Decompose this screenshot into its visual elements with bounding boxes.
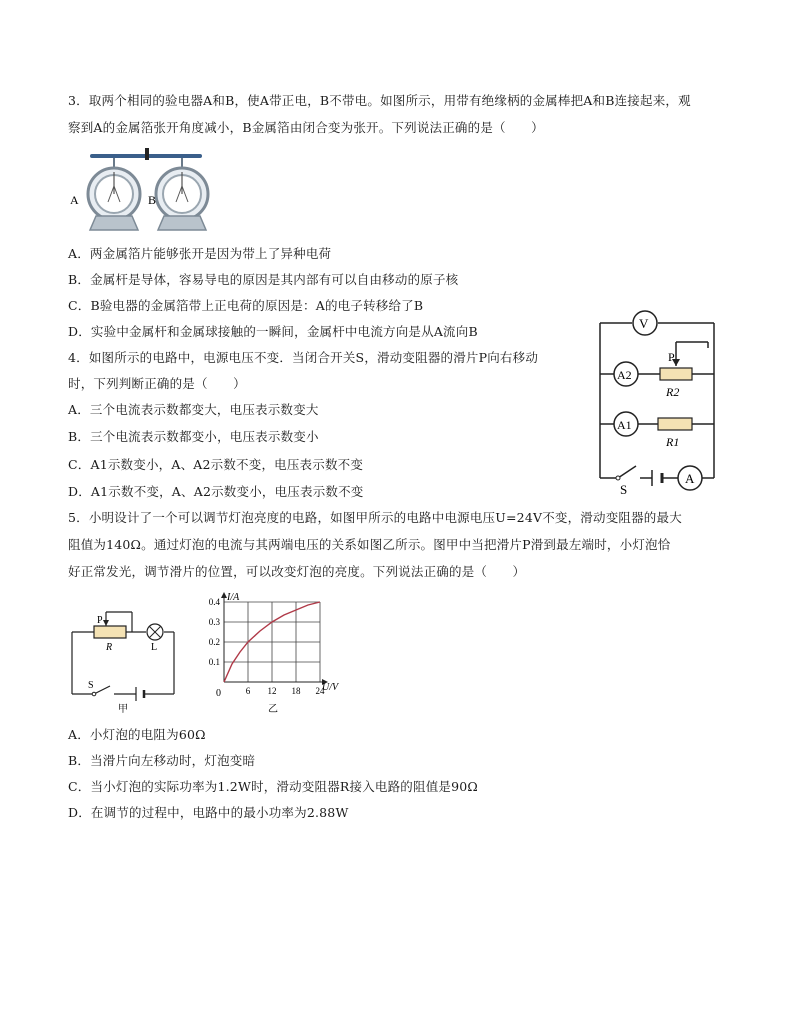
q5-stem-line-1: 5．小明设计了一个可以调节灯泡亮度的电路，如图甲所示的电路中电源电压U=24V不变，滑动变阻器的最大 [68, 510, 682, 525]
switch-label: S [620, 482, 628, 497]
q5-option-c: C．当小灯泡的实际功率为1.2W时，滑动变阻器R接入电路的阻值是90Ω [68, 779, 478, 794]
q5-stem-line-2: 阻值为140Ω。通过灯泡的电流与其两端电压的关系如图乙所示。图甲中当把滑片P滑到最左端时，小灯泡恰 [68, 537, 671, 552]
q5-option-b: B．当滑片向左移动时，灯泡变暗 [68, 753, 256, 768]
q4-stem-line-2: 时，下列判断正确的是（ ） [68, 376, 246, 391]
insulated-handle [145, 148, 149, 160]
jia-lamp-label: L [151, 642, 158, 653]
voltmeter-label: V [639, 316, 649, 331]
jia-caption: 甲 [118, 704, 128, 715]
q5-stem-line-3: 好正常发光，调节滑片的位置，可以改变灯泡的亮度。下列说法正确的是（ ） [68, 564, 526, 579]
jia-slider-label: P [97, 615, 103, 626]
x-tick-label: 6 [245, 686, 251, 696]
jia-switch-label: S [88, 680, 94, 691]
q5-circuit-jia [66, 606, 186, 716]
q4-option-c: C．A1示数变小，A、A2示数不变，电压表示数不变 [68, 457, 364, 472]
label-b: B [148, 193, 157, 207]
electroscope-figure [66, 146, 216, 242]
chart-axes [221, 592, 328, 685]
y-tick-label: 0.2 [208, 637, 220, 647]
electroscope-a [88, 158, 140, 230]
resistor-r2 [660, 368, 692, 380]
chart-ylabel: I/A [227, 592, 240, 603]
q5-option-a: A．小灯泡的电阻为60Ω [68, 727, 206, 742]
x-tick-label: 12 [267, 686, 277, 696]
y-tick-label: 0.4 [208, 597, 220, 607]
chart-ticks [209, 597, 325, 696]
ammeter-a1-label: A1 [617, 418, 632, 432]
q3-option-d: D．实验中金属杆和金属球接触的一瞬间，金属杆中电流方向是从A流向B [68, 324, 478, 339]
q4-stem-line-1: 4．如图所示的电路中，电源电压不变．当闭合开关S，滑动变阻器的滑片P向右移动 [68, 350, 539, 365]
q3-option-b: B．金属杆是导体，容易导电的原因是其内部有可以自由移动的原子核 [68, 272, 459, 287]
y-tick-label: 0.1 [208, 657, 220, 667]
x-tick-label: 24 [315, 686, 325, 696]
iu-chart [200, 590, 350, 718]
y-tick-label: 0.3 [208, 617, 220, 627]
ammeter-a2-label: A2 [617, 368, 632, 382]
x-tick-label: 18 [291, 686, 301, 696]
q3-option-a: A．两金属箔片能够张开是因为带上了异种电荷 [68, 246, 332, 261]
r2-label: R2 [666, 385, 680, 399]
r1-label: R1 [666, 435, 680, 449]
q4-circuit-diagram [592, 308, 722, 498]
chart-grid [224, 602, 320, 682]
jia-resistor-label: R [106, 642, 113, 653]
chart-caption: 乙 [268, 704, 278, 715]
chart-origin-label: 0 [216, 688, 221, 699]
q5-option-d: D．在调节的过程中，电路中的最小功率为2.88W [68, 805, 349, 820]
q3-stem-line-2: 察到A的金属箔张开角度减小，B金属箔由闭合变为张开。下列说法正确的是（ ） [68, 120, 544, 135]
jia-slider-arrow-icon [103, 620, 109, 626]
electroscope-b [156, 158, 208, 230]
switch-pivot [616, 476, 620, 480]
label-a: A [70, 193, 79, 207]
q4-option-b: B．三个电流表示数都变小，电压表示数变小 [68, 429, 319, 444]
slider-p-label: P [668, 350, 675, 364]
jia-rheostat [94, 626, 126, 638]
q4-option-d: D．A1示数不变，A、A2示数变小，电压表示数不变 [68, 484, 364, 499]
resistor-r1 [658, 418, 692, 430]
q4-option-a: A．三个电流表示数都变大，电压表示数变大 [68, 402, 319, 417]
ammeter-a-label: A [685, 471, 695, 486]
chart-xlabel: U/V [322, 682, 339, 693]
q3-option-c: C．B验电器的金属箔带上正电荷的原因是：A的电子转移给了B [68, 298, 424, 313]
q3-stem-line-1: 3．取两个相同的验电器A和B，使A带正电，B不带电。如图所示，用带有绝缘柄的金属棒把A和B连接起来，观 [68, 93, 691, 108]
